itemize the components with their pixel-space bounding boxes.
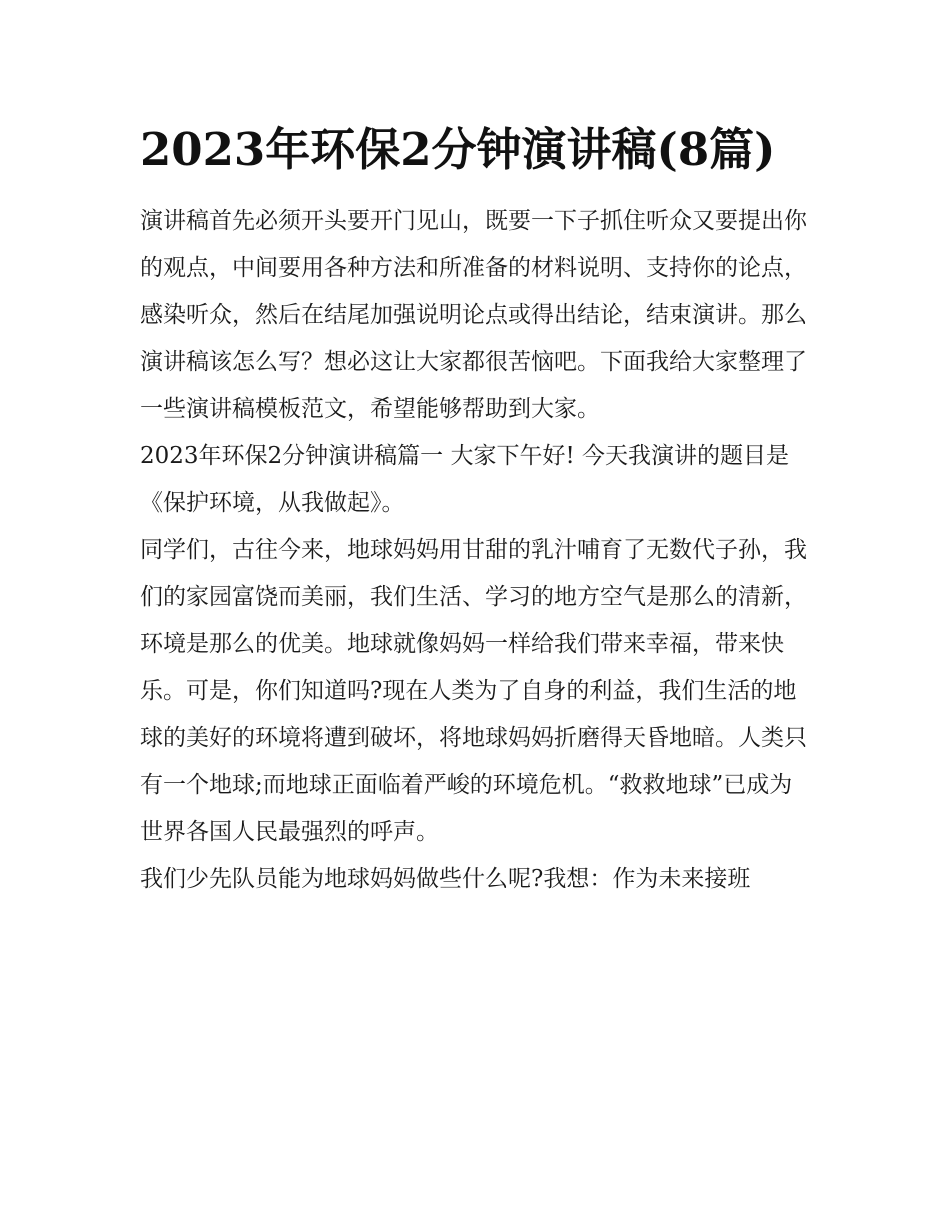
speech-body-paragraph: 同学们，古往今来，地球妈妈用甘甜的乳汁哺育了无数代子孙，我们的家园富饶而美丽，我们生活、学习的地方空气是那么的清新，环境是那么的优美。地球就像妈妈一样给我们带来幸福，带来快乐。可是，你们知道吗?现在人类为了自身的利益，我们生活的地球的美好的环境将遭到破坏，将地球妈妈折磨得天昏地暗。人类只有一个地球;而地球正面临着严峻的环境危机。“救救地球”已成为世界各国人民最强烈的呼声。 bbox=[140, 537, 807, 845]
document-title: 2023年环保2分钟演讲稿(8篇) bbox=[140, 123, 776, 176]
document-content bbox=[140, 118, 812, 903]
intro-paragraph: 演讲稿首先必须开头要开门见山，既要一下子抓住听众又要提出你的观点，中间要用各种方法和所准备的材料说明、支持你的论点，感染听众，然后在结尾加强说明论点或得出结论，结束演讲。那么演讲稿该怎么写？想必这让大家都很苦恼吧。下面我给大家整理了一些演讲稿模板范文，希望能够帮助到大家。 bbox=[140, 208, 807, 422]
speech-continuation-paragraph: 我们少先队员能为地球妈妈做些什么呢?我想：作为未来接班 bbox=[140, 866, 751, 892]
speech-heading-paragraph: 2023年环保2分钟演讲稿篇一 大家下午好! 今天我演讲的题目是《保护环境，从我做起》。 bbox=[140, 443, 790, 516]
